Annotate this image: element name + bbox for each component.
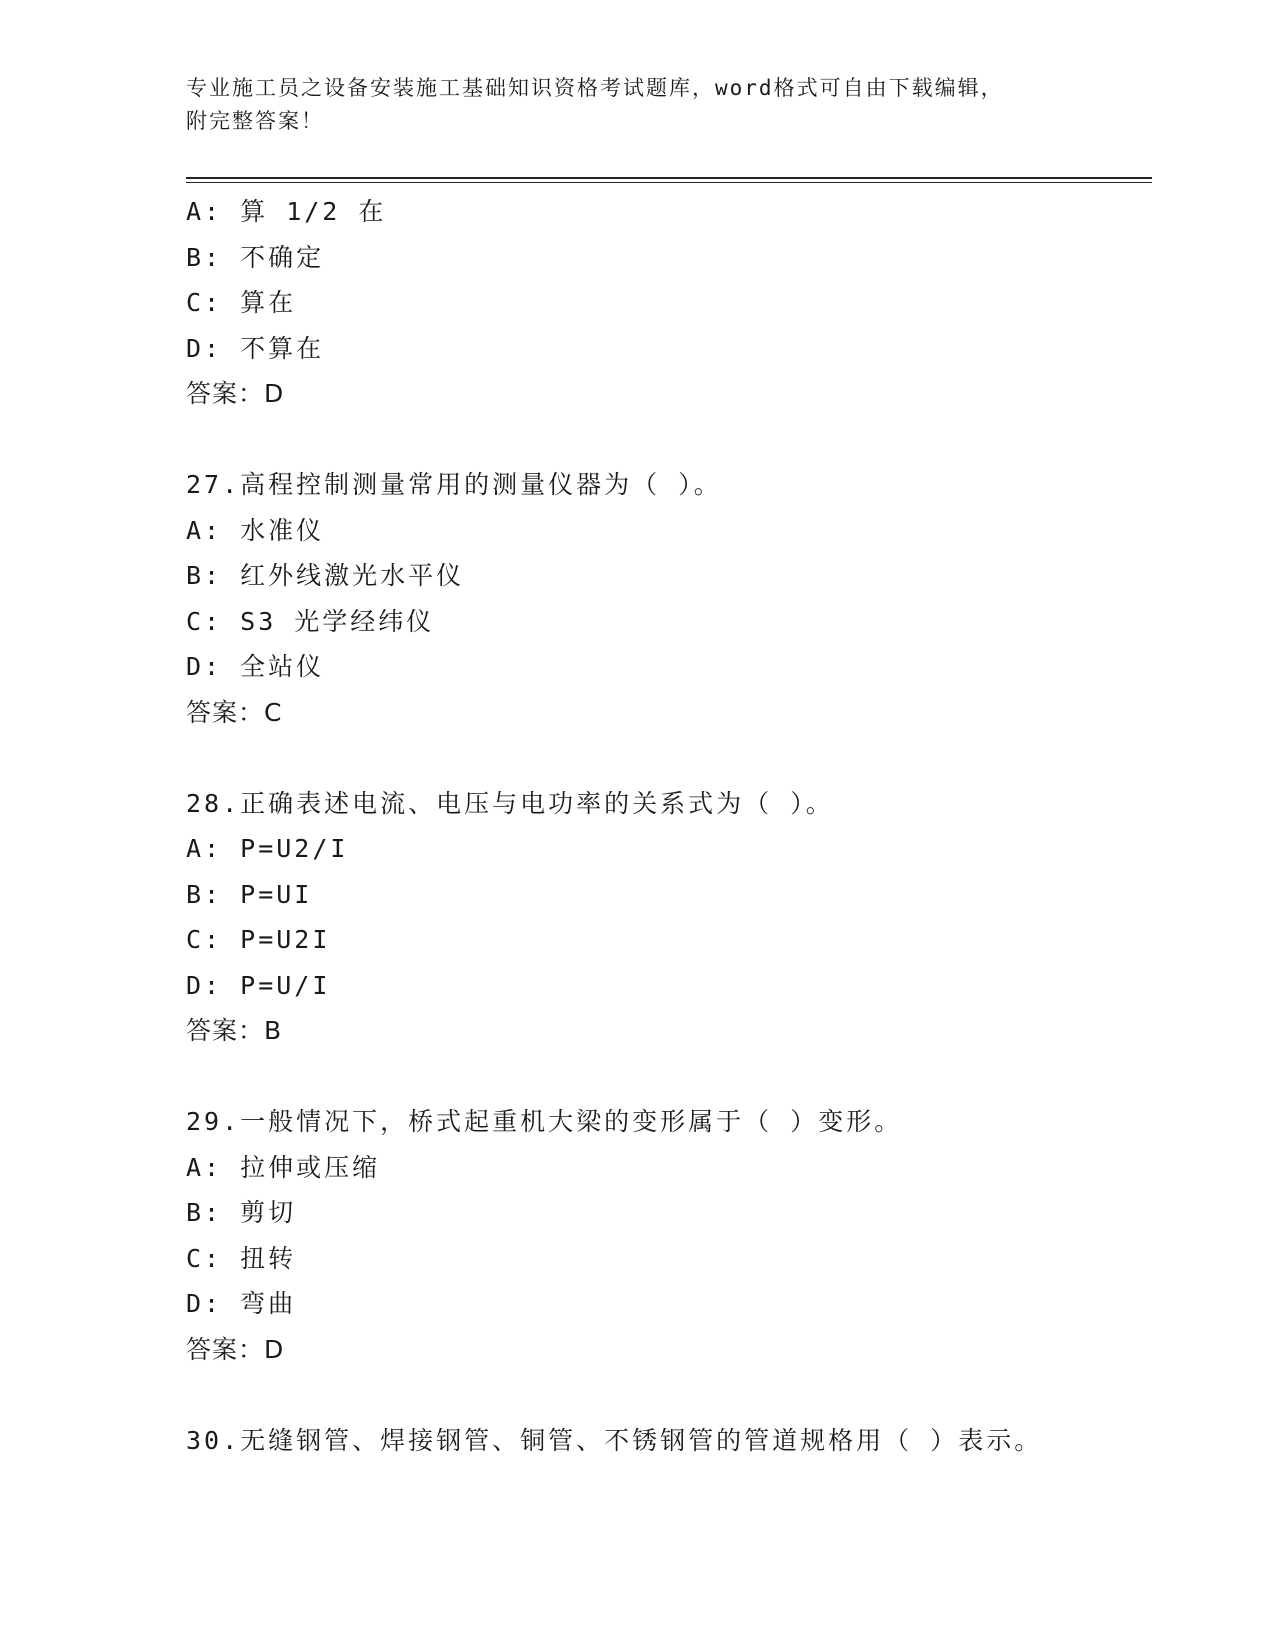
q28-answer: 答案：B: [186, 1016, 283, 1045]
q29-option-c: C: 扭转: [186, 1243, 297, 1273]
q28-option-d: D: P=U/I: [186, 970, 331, 1000]
q27-option-a: A: 水准仪: [186, 515, 325, 545]
q28-option-c: C: P=U2I: [186, 925, 331, 954]
q27-option-c: C: S3 光学经纬仪: [186, 606, 435, 636]
q27-option-d: D: 全站仪: [186, 652, 325, 681]
header-rule-thick: [186, 177, 1152, 179]
q29-answer: 答案：D: [186, 1334, 285, 1364]
q27-stem: 27.高程控制测量常用的测量仪器为（ ）。: [186, 470, 722, 499]
q28-option-a: A: P=U2/I: [186, 834, 349, 863]
q26-option-d: D: 不算在: [186, 333, 325, 363]
q29-option-a: A: 拉伸或压缩: [186, 1152, 381, 1182]
q27-option-b: B: 红外线激光水平仪: [186, 561, 465, 590]
q29-stem: 29.一般情况下，桥式起重机大梁的变形属于（ ）变形。: [186, 1107, 903, 1136]
q29-option-b: B: 剪切: [186, 1198, 297, 1227]
q27-answer: 答案：C: [186, 697, 283, 727]
spacer: [186, 1372, 1146, 1418]
spacer: [186, 1054, 1146, 1100]
q26-option-a: A: 算 1/2 在: [186, 197, 387, 226]
q26-answer: 答案：D: [186, 379, 285, 408]
q26-option-b: B: 不确定: [186, 242, 325, 272]
q26-option-c: C: 算在: [186, 288, 297, 317]
q28-stem: 28.正确表述电流、电压与电功率的关系式为（ ）。: [186, 788, 834, 818]
spacer: [186, 417, 1146, 463]
header-line-2: 附完整答案！: [186, 109, 324, 133]
q28-option-b: B: P=UI: [186, 879, 313, 909]
spacer: [186, 735, 1146, 781]
question-list: [186, 189, 1146, 1463]
header-line-1: 专业施工员之设备安装施工基础知识资格考试题库，word格式可自由下载编辑，: [186, 76, 1004, 100]
header-rule-thin: [186, 182, 1152, 183]
q30-stem: 30.无缝钢管、焊接钢管、铜管、不锈钢管的管道规格用（ ）表示。: [186, 1425, 1043, 1455]
document-header: [186, 72, 1086, 138]
q29-option-d: D: 弯曲: [186, 1289, 297, 1318]
